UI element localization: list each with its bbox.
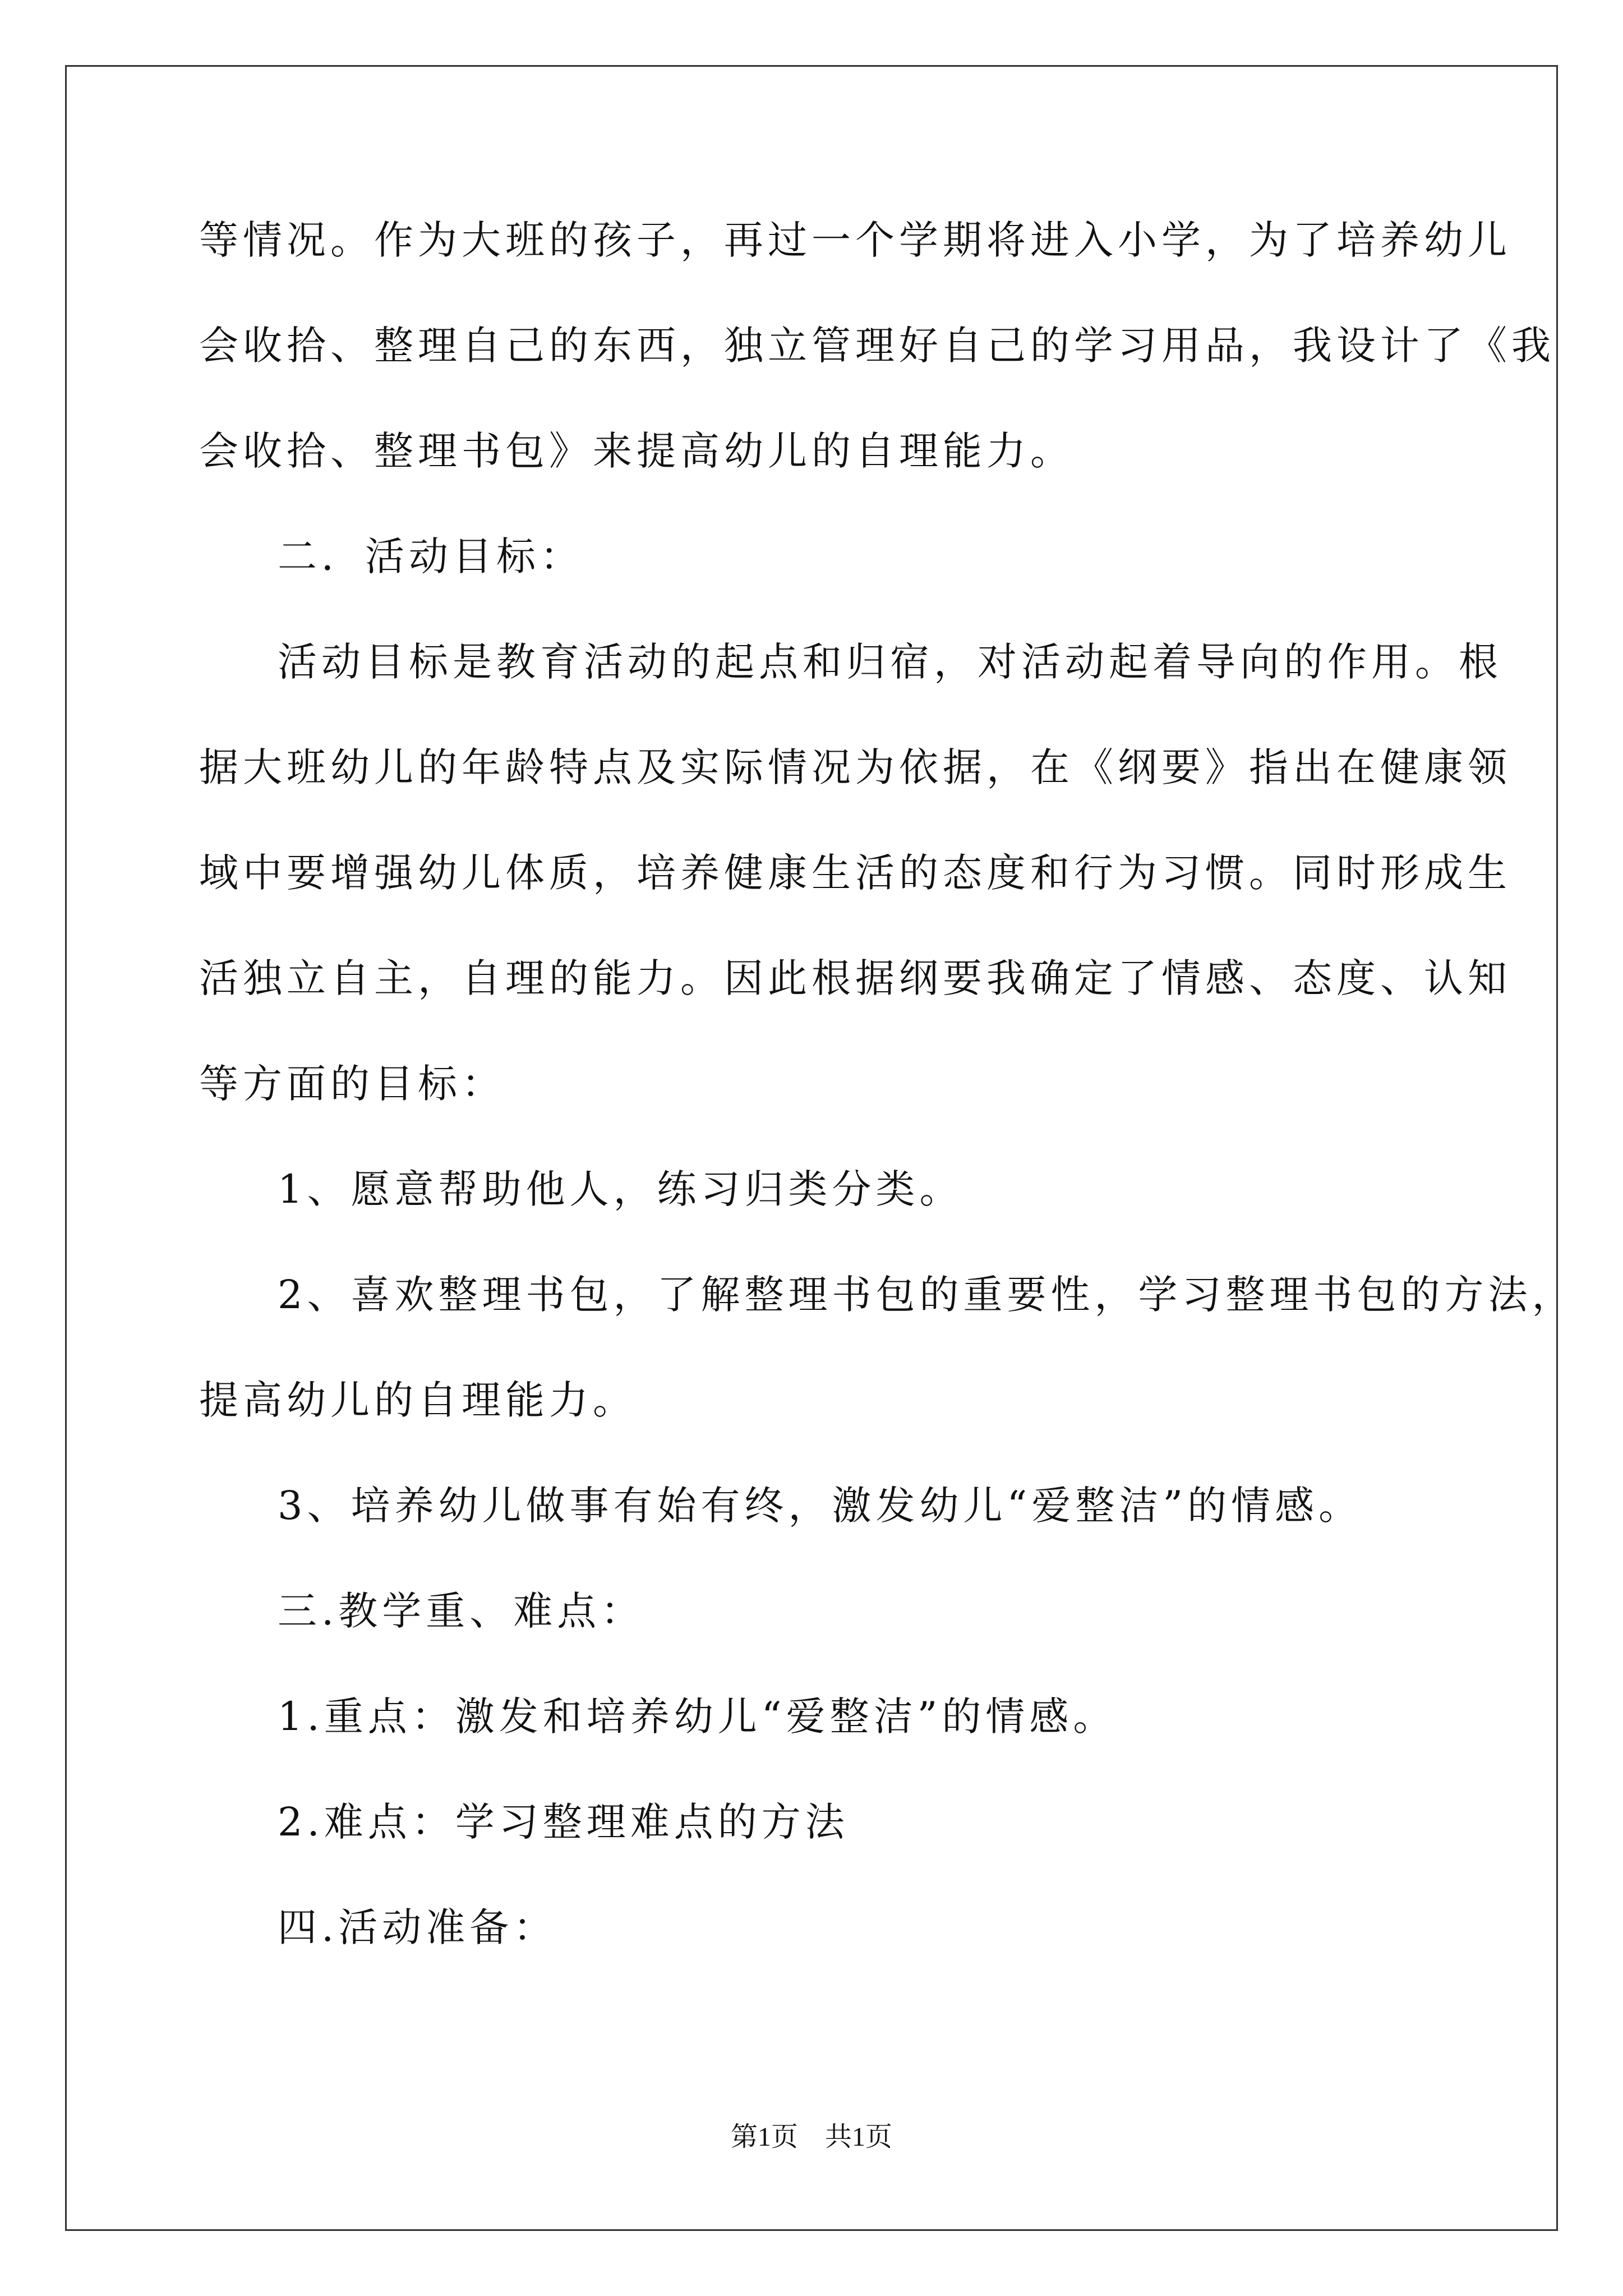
list-item: 2.难点：学习整理难点的方法 (278, 1799, 849, 1845)
list-item: 1.重点：激发和培养幼儿“爱整洁”的情感。 (278, 1694, 1117, 1740)
page-number-footer: 第1页 共1页 (730, 2122, 892, 2152)
text-line: 活动目标是教育活动的起点和归宿，对活动起着导向的作用。根 (278, 639, 1502, 685)
text-line: 等方面的目标： (199, 1061, 505, 1107)
text-line: 等情况。作为大班的孩子，再过一个学期将进入小学，为了培养幼儿 (199, 217, 1511, 263)
section-heading: 三.教学重、难点： (278, 1588, 645, 1634)
text-line: 提高幼儿的自理能力。 (199, 1377, 637, 1423)
text-line: 活独立自主，自理的能力。因此根据纲要我确定了情感、态度、认知 (199, 955, 1511, 1001)
text-line: 域中要增强幼儿体质，培养健康生活的态度和行为习惯。同时形成生 (199, 850, 1511, 896)
section-heading: 四.活动准备： (278, 1904, 557, 1950)
list-item: 3、培养幼儿做事有始有终，激发幼儿“爱整洁”的情感。 (278, 1483, 1363, 1529)
text-line: 会收拾、整理自己的东西，独立管理好自己的学习用品，我设计了《我 (199, 323, 1555, 369)
text-line: 会收拾、整理书包》来提高幼儿的自理能力。 (199, 428, 1074, 474)
list-item: 2、喜欢整理书包，了解整理书包的重要性，学习整理书包的方法， (278, 1272, 1576, 1318)
section-heading: 二．活动目标： (278, 533, 584, 579)
list-item: 1、愿意帮助他人，练习归类分类。 (278, 1166, 963, 1212)
text-line: 据大班幼儿的年龄特点及实际情况为依据，在《纲要》指出在健康领 (199, 744, 1511, 790)
document-body (199, 213, 1576, 1954)
